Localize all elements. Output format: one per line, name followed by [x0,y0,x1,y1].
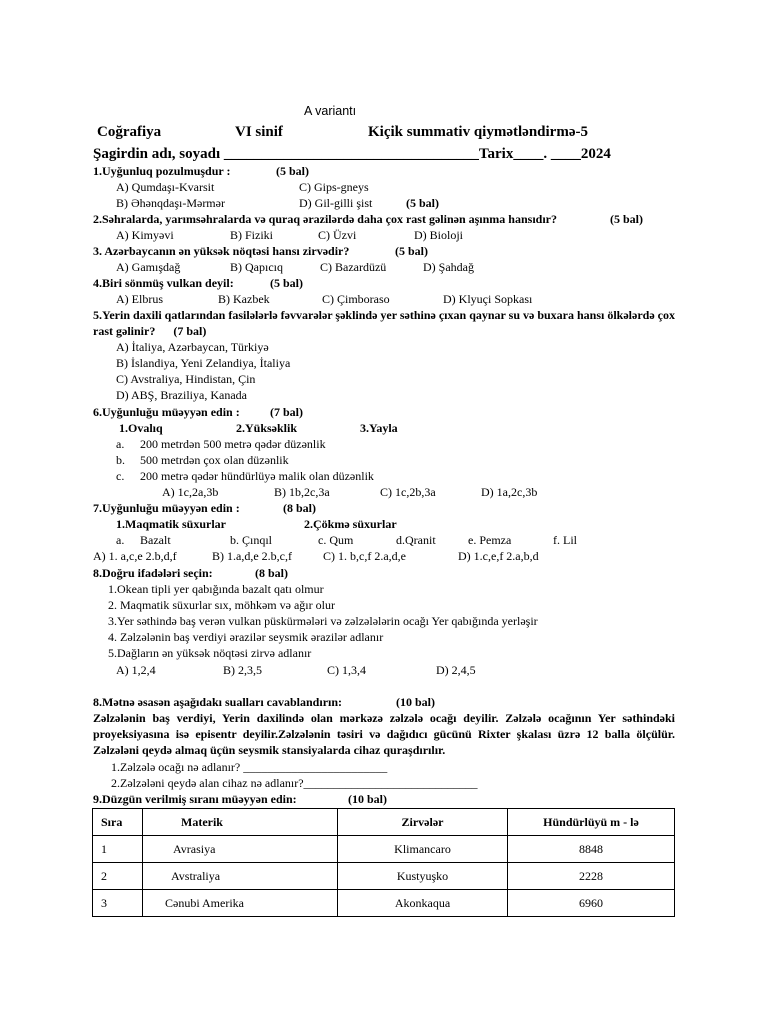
table-cell: 2 [93,863,143,890]
q6-item-c: 200 metrə qədər hündürlüyə malik olan düzənlik [140,469,374,483]
q3-option-a: A) Gamışdağ [116,260,181,274]
q7-title: 7.Uyğunluğu müəyyən edin : [93,501,240,515]
q9-table [92,808,675,917]
q2-option-b: B) Fiziki [230,228,274,242]
table-cell: Cənubi Amerika [143,890,338,917]
q6-header-1: 1.Ovalıq [119,421,163,435]
table-cell: 8848 [508,836,675,863]
q4-points: (5 bal) [270,276,303,290]
q9-title: 9.Düzgün verilmiş sıranı müəyyən edin: [93,792,297,806]
q4-title: 4.Biri sönmüş vulkan deyil: [93,276,234,290]
q7-option-c: C) 1. b,c,f 2.a,d,e [323,549,406,563]
q1-option-a: A) Qumdaşı-Kvarsit [116,180,215,194]
table-cell: Akonkaqua [338,890,508,917]
q8-option-d: D) 2,4,5 [436,663,476,677]
q8-statement-4: 4. Zəlzələnin baş verdiyi ərazilər seysmik ərazilər adlanır [108,630,384,644]
q8-option-a: A) 1,2,4 [116,663,156,677]
q3-option-c: C) Bazardüzü [320,260,387,274]
table-header-cell: Hündürlüyü m - lə [508,809,675,836]
q8b-passage: Zəlzələnin baş verdiyi, Yerin daxilində olan mərkəzə zəlzələ ocağı deyilir. Zəlzələ ocağının Yer səthindəki proyeksiyasına isə episentr deyilir.Zəlzələnin təsiri və dağıdıcı gücünü Rixter şkalası üzrə 12 balla ölçülür. Zəlzələni qeydə almaq üçün seysmik stansiyalarda cihaz quraşdırılır. [93,711,675,757]
q8-title: 8.Doğru ifadələri seçin: [93,566,213,580]
q8b-title: 8.Mətnə əsasən aşağıdakı sualları cavablandırın: [93,695,343,709]
q7-item-f: f. Lil [553,533,577,547]
q1-title: 1.Uyğunluq pozulmuşdur : [93,164,231,178]
q7-header-2: 2.Çökmə süxurlar [304,517,397,531]
q6-item-c-label: c. [116,469,125,483]
q5-option-d: D) ABŞ, Braziliya, Kanada [116,388,247,402]
q3-option-d: D) Şahdağ [423,260,474,274]
q6-item-b: 500 metrdən çox olan düzənlik [140,453,289,467]
q8b-question-1: 1.Zəlzələ ocağı nə adlanır? ________________________ [111,760,388,774]
test-title: Kiçik summativ qiymətləndirmə-5 [368,124,588,140]
q8-option-b: B) 2,3,5 [223,663,262,677]
table-header-cell: Sıra [93,809,143,836]
q6-option-d: D) 1a,2c,3b [481,485,538,499]
grade-label: VI sinif [235,124,283,140]
q6-title: 6.Uyğunluğu müəyyən edin : [93,405,240,419]
q6-item-a-label: a. [116,437,125,451]
table-header-row [93,809,675,836]
q7-item-a-label: a. [116,533,125,547]
q1-points-repeat: (5 bal) [406,196,439,210]
q6-option-c: C) 1c,2b,3a [380,485,436,499]
table-cell: Klimancaro [338,836,508,863]
table-header-cell: Zirvələr [338,809,508,836]
q4-option-d: D) Klyuçi Sopkası [443,292,533,306]
q6-points: (7 bal) [270,405,303,419]
q8-statement-5: 5.Dağların ən yüksək nöqtəsi zirvə adlanır [108,646,312,660]
q8-points: (8 bal) [255,566,288,580]
q6-header-2: 2.Yüksəklik [236,421,298,435]
table-cell: 3 [93,890,143,917]
table-cell: Kustyuşko [338,863,508,890]
table-cell: 6960 [508,890,675,917]
q9-points: (10 bal) [348,792,387,806]
q6-header-3: 3.Yayla [360,421,398,435]
q6-item-b-label: b. [116,453,125,467]
q4-option-b: B) Kazbek [218,292,270,306]
q6-item-a: 200 metrdən 500 metrə qədər düzənlik [140,437,326,451]
table-cell: Avrasiya [143,836,338,863]
subject-title: Coğrafiya [97,124,162,140]
q8-statement-3: 3.Yer səthində baş verən vulkan püskürmələri və zəlzələlərin ocağı Yer qabığında yerləşir [108,614,538,628]
q3-title: 3. Azərbaycanın ən yüksək nöqtəsi hansı zirvədir? [93,244,350,258]
q8-statement-1: 1.Okean tipli yer qabığında bazalt qatı olmur [108,582,324,596]
q7-header-1: 1.Maqmatik süxurlar [116,517,227,531]
q7-item-a: Bazalt [140,533,171,547]
q1-points: (5 bal) [276,164,309,178]
q7-option-b: B) 1.a,d,e 2.b,c,f [212,549,292,563]
q8b-points: (10 bal) [396,695,435,709]
q2-option-a: A) Kimyəvi [116,228,174,242]
variant-label: A variantı [304,104,357,118]
q5-points: (7 bal) [173,324,207,338]
q7-points: (8 bal) [283,501,316,515]
q5-option-b: B) İslandiya, Yeni Zelandiya, İtaliya [116,356,291,370]
q2-points: (5 bal) [610,212,643,226]
q5-option-c: C) Avstraliya, Hindistan, Çin [116,372,256,386]
q2-option-c: C) Üzvi [318,228,357,242]
q1-option-b: B) Əhənqdaşı-Mərmər [116,196,225,210]
q6-option-a: A) 1c,2a,3b [162,485,219,499]
q1-option-d: D) Gil-gilli şist [299,196,373,210]
table-row [93,863,675,890]
q5-option-a: A) İtaliya, Azərbaycan, Türkiyə [116,340,269,354]
q7-option-a: A) 1. a,c,e 2.b,d,f [93,549,177,563]
q7-item-d: d.Qranit [396,533,436,547]
q4-option-c: C) Çimboraso [322,292,390,306]
q2-title: 2.Səhralarda, yarımsəhralarda və quraq ərazilərdə daha çox rast gəlinən aşınma hansıdır? [93,212,557,226]
q8-option-c: C) 1,3,4 [327,663,366,677]
q6-option-b: B) 1b,2c,3a [274,485,330,499]
table-cell: 2228 [508,863,675,890]
table-row [93,836,675,863]
table-cell: Avstraliya [143,863,338,890]
q1-option-c: C) Gips-gneys [299,180,369,194]
q8-statement-2: 2. Maqmatik süxurlar sıx, möhkəm və ağır olur [108,598,335,612]
q7-item-e: e. Pemza [468,533,512,547]
q2-option-d: D) Bioloji [414,228,464,242]
q3-points: (5 bal) [395,244,428,258]
q8b-question-2: 2.Zəlzələni qeydə alan cihaz nə adlanır?_____________________________ [111,776,478,790]
table-header-cell: Materik [143,809,338,836]
q5-title: 5.Yerin daxili qatlarından fasilələrlə fəvvarələr şəklində yer səthinə çıxan qaynar su və buxara hansı ölkələrdə çox rast gəlinir? (7 bal) [93,308,675,338]
student-name-line: Şagirdin adı, soyadı __________________________________Tarix____. ____2024 [93,146,611,162]
q7-item-c: c. Qum [318,533,354,547]
q3-option-b: B) Qapıcıq [230,260,283,274]
q7-option-d: D) 1.c,e,f 2.a,b,d [458,549,539,563]
table-row [93,890,675,917]
q4-option-a: A) Elbrus [116,292,163,306]
table-cell: 1 [93,836,143,863]
q7-item-b: b. Çınqıl [230,533,273,547]
